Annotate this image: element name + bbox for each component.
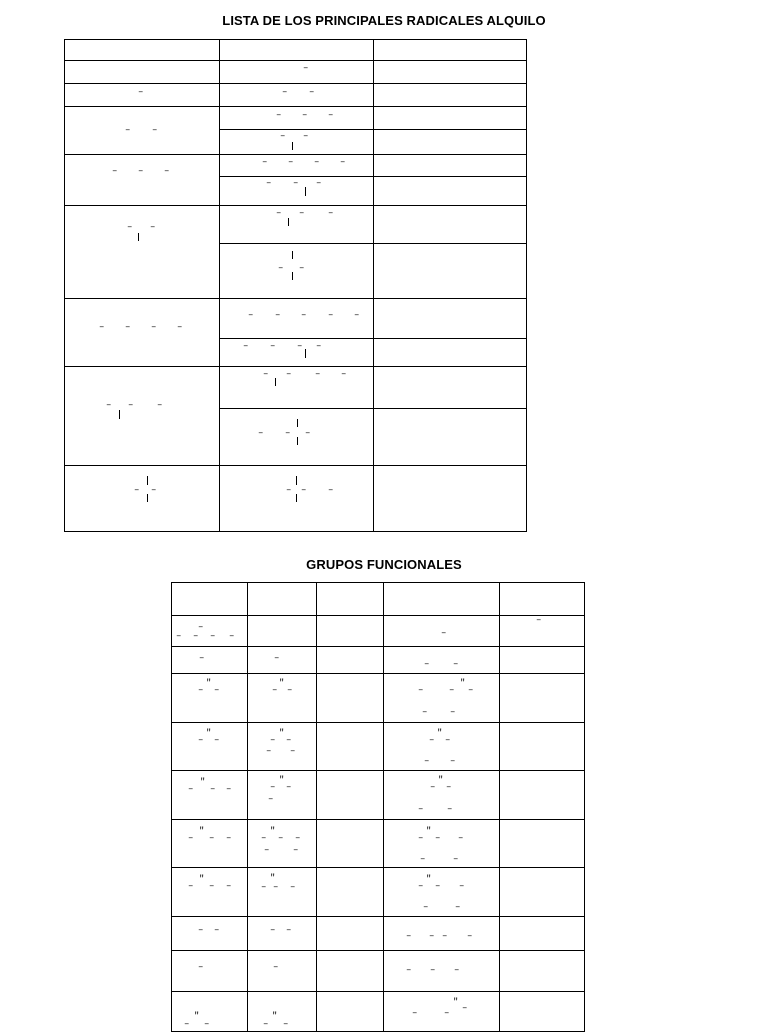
table-cell [65, 40, 220, 61]
bond-dash: – [226, 784, 232, 794]
bond-dash: – [328, 110, 334, 120]
bond-dash: – [286, 735, 292, 745]
table-cell [374, 206, 527, 244]
table-cell [317, 583, 384, 616]
table-cell [374, 61, 527, 84]
double-bond-mark: " [460, 678, 466, 688]
bond-dash: – [286, 925, 292, 935]
bond-dash: – [198, 925, 204, 935]
table-cell [65, 84, 220, 107]
bond-dash: – [430, 965, 436, 975]
table-cell [248, 771, 317, 820]
bond-dash: – [204, 1019, 210, 1029]
table-row [65, 466, 527, 532]
table-cell [172, 723, 248, 771]
bond-dash: – [303, 63, 309, 73]
bond-dash: – [422, 707, 428, 717]
table-cell [248, 868, 317, 917]
bond-dash: – [316, 341, 322, 351]
bond-dash: – [270, 735, 276, 745]
vertical-bond [138, 233, 139, 241]
double-bond-mark: " [206, 678, 212, 688]
table-row [172, 674, 585, 723]
table-cell [220, 339, 374, 367]
bond-dash: – [450, 756, 456, 766]
table-cell [248, 583, 317, 616]
table-cell [220, 40, 374, 61]
table-cell [248, 616, 317, 647]
table-cell [317, 647, 384, 674]
bond-dash: – [340, 157, 346, 167]
table-cell [220, 299, 374, 339]
table-cell [248, 723, 317, 771]
double-bond-mark: " [279, 728, 285, 738]
table-row [172, 616, 585, 647]
bond-dash: – [435, 833, 441, 843]
bond-dash: – [209, 881, 215, 891]
vertical-bond [119, 410, 120, 419]
table-cell [384, 992, 500, 1032]
table-row [172, 771, 585, 820]
bond-dash: – [275, 310, 281, 320]
table-cell [172, 917, 248, 951]
bond-dash: – [455, 902, 461, 912]
table-cell [317, 917, 384, 951]
bond-dash: – [270, 782, 276, 792]
bond-dash: – [420, 854, 426, 864]
bond-dash: – [138, 166, 144, 176]
bond-dash: – [301, 485, 307, 495]
table-cell [374, 155, 527, 177]
table-cell [220, 206, 374, 244]
bond-dash: – [429, 931, 435, 941]
table-cell [172, 647, 248, 674]
table-cell [65, 155, 220, 206]
bond-dash: – [450, 707, 456, 717]
vertical-bond [296, 476, 297, 485]
bond-dash: – [418, 881, 424, 891]
vertical-bond [147, 494, 148, 502]
table-cell [317, 992, 384, 1032]
table-cell [248, 992, 317, 1032]
double-bond-mark: " [206, 728, 212, 738]
double-bond-mark: " [199, 826, 205, 836]
table-cell [172, 992, 248, 1032]
bond-dash: – [328, 485, 334, 495]
bond-dash: – [151, 322, 157, 332]
table-cell [384, 647, 500, 674]
bond-dash: – [226, 833, 232, 843]
table-row [65, 299, 527, 339]
table-cell [374, 177, 527, 206]
bond-dash: – [314, 157, 320, 167]
bond-dash: – [328, 310, 334, 320]
table-cell [374, 107, 527, 130]
bond-dash: – [125, 125, 131, 135]
table-cell [172, 583, 248, 616]
bond-dash: – [99, 322, 105, 332]
vertical-bond [292, 272, 293, 280]
double-bond-mark: " [270, 873, 276, 883]
bond-dash: – [285, 428, 291, 438]
table-row [65, 61, 527, 84]
bond-dash: – [287, 685, 293, 695]
table-row [65, 155, 527, 177]
bond-dash: – [462, 1003, 468, 1013]
bond-dash: – [354, 310, 360, 320]
double-bond-mark: " [272, 1011, 278, 1021]
bond-dash: – [303, 131, 309, 141]
table-cell [500, 868, 585, 917]
bond-dash: – [164, 166, 170, 176]
table-cell [248, 917, 317, 951]
bond-dash: – [442, 931, 448, 941]
table-cell [384, 820, 500, 868]
table-cell [220, 107, 374, 130]
bond-dash: – [134, 485, 140, 495]
bond-dash: – [283, 1019, 289, 1029]
bond-dash: – [429, 735, 435, 745]
bond-dash: – [229, 631, 235, 641]
table-cell [500, 647, 585, 674]
table-cell [220, 367, 374, 409]
grupos-table [171, 582, 585, 1032]
bond-dash: – [453, 659, 459, 669]
bond-dash: – [278, 833, 284, 843]
bond-dash: – [280, 131, 286, 141]
bond-dash: – [127, 222, 133, 232]
bond-dash: – [412, 1008, 418, 1018]
table-cell [374, 367, 527, 409]
table-row [172, 647, 585, 674]
table-cell [172, 868, 248, 917]
bond-dash: – [125, 322, 131, 332]
bond-dash: – [458, 833, 464, 843]
table-cell [220, 466, 374, 532]
bond-dash: – [276, 110, 282, 120]
table-cell [220, 155, 374, 177]
table-cell [317, 771, 384, 820]
bond-dash: – [261, 882, 267, 892]
bond-dash: – [193, 631, 199, 641]
table-cell [65, 107, 220, 155]
table-cell [384, 951, 500, 992]
radicales-title: LISTA DE LOS PRINCIPALES RADICALES ALQUILO [222, 13, 546, 28]
bond-dash: – [424, 756, 430, 766]
bond-dash: – [261, 833, 267, 843]
table-cell [374, 466, 527, 532]
table-row [172, 951, 585, 992]
bond-dash: – [210, 631, 216, 641]
table-cell [172, 771, 248, 820]
bond-dash: – [138, 87, 144, 97]
bond-dash: – [274, 653, 280, 663]
bond-dash: – [243, 341, 249, 351]
bond-dash: – [273, 882, 279, 892]
table-cell [374, 339, 527, 367]
bond-dash: – [305, 428, 311, 438]
bond-dash: – [406, 965, 412, 975]
table-cell [374, 40, 527, 61]
table-cell [317, 616, 384, 647]
bond-dash: – [446, 782, 452, 792]
vertical-bond [275, 378, 276, 386]
double-bond-mark: " [279, 678, 285, 688]
table-cell [384, 583, 500, 616]
bond-dash: – [290, 882, 296, 892]
bond-dash: – [262, 157, 268, 167]
double-bond-mark: " [199, 874, 205, 884]
bond-dash: – [295, 833, 301, 843]
table-cell [220, 177, 374, 206]
bond-dash: – [468, 685, 474, 695]
table-cell [65, 466, 220, 532]
bond-dash: – [188, 784, 194, 794]
table-cell [374, 130, 527, 155]
bond-dash: – [177, 322, 183, 332]
bond-dash: – [418, 833, 424, 843]
bond-dash: – [152, 125, 158, 135]
table-cell [374, 409, 527, 466]
table-cell [384, 674, 500, 723]
bond-dash: – [199, 653, 205, 663]
bond-dash: – [286, 782, 292, 792]
table-cell [248, 647, 317, 674]
bond-dash: – [418, 804, 424, 814]
table-cell [220, 244, 374, 299]
bond-dash: – [453, 854, 459, 864]
bond-dash: – [341, 369, 347, 379]
bond-dash: – [198, 685, 204, 695]
bond-dash: – [268, 794, 274, 804]
table-row [65, 107, 527, 130]
table-cell [65, 299, 220, 367]
bond-dash: – [198, 962, 204, 972]
bond-dash: – [214, 685, 220, 695]
bond-dash: – [273, 962, 279, 972]
bond-dash: – [423, 902, 429, 912]
table-cell [500, 616, 585, 647]
bond-dash: – [248, 310, 254, 320]
double-bond-mark: " [437, 728, 443, 738]
bond-dash: – [299, 263, 305, 273]
table-cell [220, 409, 374, 466]
double-bond-mark: " [426, 874, 432, 884]
vertical-bond [292, 142, 293, 150]
table-cell [384, 917, 500, 951]
vertical-bond [288, 218, 289, 226]
table-cell [317, 868, 384, 917]
bond-dash: – [441, 628, 447, 638]
bond-dash: – [288, 157, 294, 167]
table-row [65, 206, 527, 244]
bond-dash: – [263, 1019, 269, 1029]
table-row [172, 917, 585, 951]
bond-dash: – [435, 881, 441, 891]
bond-dash: – [272, 685, 278, 695]
bond-dash: – [210, 784, 216, 794]
table-row [172, 820, 585, 868]
bond-dash: – [270, 925, 276, 935]
double-bond-mark: " [438, 775, 444, 785]
bond-dash: – [188, 833, 194, 843]
table-cell [500, 820, 585, 868]
table-row [65, 84, 527, 107]
double-bond-mark: " [270, 826, 276, 836]
bond-dash: – [106, 400, 112, 410]
bond-dash: – [297, 341, 303, 351]
table-cell [500, 723, 585, 771]
bond-dash: – [293, 178, 299, 188]
vertical-bond [296, 494, 297, 502]
bond-dash: – [258, 428, 264, 438]
double-bond-mark: " [200, 777, 206, 787]
double-bond-mark: " [453, 997, 459, 1007]
bond-dash: – [214, 735, 220, 745]
table-cell [248, 820, 317, 868]
bond-dash: – [226, 881, 232, 891]
bond-dash: – [276, 208, 282, 218]
bond-dash: – [209, 833, 215, 843]
bond-dash: – [447, 804, 453, 814]
bond-dash: – [315, 369, 321, 379]
grupos-title: GRUPOS FUNCIONALES [306, 557, 462, 572]
table-cell [374, 244, 527, 299]
bond-dash: – [406, 931, 412, 941]
table-cell [374, 299, 527, 339]
bond-dash: – [301, 310, 307, 320]
table-cell [317, 674, 384, 723]
bond-dash: – [157, 400, 163, 410]
bond-dash: – [184, 1019, 190, 1029]
table-cell [500, 674, 585, 723]
bond-dash: – [151, 485, 157, 495]
table-cell [172, 616, 248, 647]
double-bond-mark: " [426, 826, 432, 836]
table-cell [65, 367, 220, 466]
vertical-bond [147, 476, 148, 485]
bond-dash: – [278, 263, 284, 273]
bond-dash: – [454, 965, 460, 975]
table-cell [317, 723, 384, 771]
vertical-bond [297, 419, 298, 427]
bond-dash: – [286, 369, 292, 379]
bond-dash: – [459, 881, 465, 891]
vertical-bond [305, 349, 306, 358]
bond-dash: – [536, 615, 542, 625]
table-cell [384, 868, 500, 917]
table-cell [248, 674, 317, 723]
table-row [172, 992, 585, 1032]
bond-dash: – [290, 746, 296, 756]
bond-dash: – [214, 925, 220, 935]
bond-dash: – [263, 369, 269, 379]
table-cell [172, 951, 248, 992]
double-bond-mark: " [279, 775, 285, 785]
bond-dash: – [293, 845, 299, 855]
bond-dash: – [188, 881, 194, 891]
bond-dash: – [266, 178, 272, 188]
table-cell [248, 951, 317, 992]
bond-dash: – [286, 485, 292, 495]
table-row [65, 40, 527, 61]
bond-dash: – [128, 400, 134, 410]
bond-dash: – [299, 208, 305, 218]
bond-dash: – [264, 845, 270, 855]
table-cell [220, 130, 374, 155]
table-cell [317, 951, 384, 992]
bond-dash: – [444, 1008, 450, 1018]
table-cell [500, 771, 585, 820]
bond-dash: – [198, 735, 204, 745]
bond-dash: – [309, 87, 315, 97]
bond-dash: – [266, 746, 272, 756]
table-cell [65, 206, 220, 299]
table-cell [172, 674, 248, 723]
table-row [65, 367, 527, 409]
table-cell [384, 723, 500, 771]
bond-dash: – [176, 631, 182, 641]
table-row [172, 868, 585, 917]
bond-dash: – [418, 685, 424, 695]
bond-dash: – [282, 87, 288, 97]
bond-dash: – [270, 341, 276, 351]
radicales-table [64, 39, 527, 532]
table-cell [500, 917, 585, 951]
table-row [172, 723, 585, 771]
bond-dash: – [112, 166, 118, 176]
table-cell [500, 951, 585, 992]
bond-dash: – [198, 622, 204, 632]
table-cell [220, 61, 374, 84]
bond-dash: – [150, 222, 156, 232]
table-cell [374, 84, 527, 107]
bond-dash: – [467, 931, 473, 941]
table-row [172, 583, 585, 616]
table-cell [220, 84, 374, 107]
vertical-bond [305, 187, 306, 196]
table-cell [500, 992, 585, 1032]
table-cell [172, 820, 248, 868]
table-cell [384, 616, 500, 647]
bond-dash: – [302, 110, 308, 120]
double-bond-mark: " [194, 1011, 200, 1021]
bond-dash: – [445, 735, 451, 745]
table-cell [65, 61, 220, 84]
vertical-bond [292, 251, 293, 259]
bond-dash: – [449, 685, 455, 695]
table-cell [384, 771, 500, 820]
bond-dash: – [430, 782, 436, 792]
bond-dash: – [316, 178, 322, 188]
bond-dash: – [424, 659, 430, 669]
table-cell [500, 583, 585, 616]
vertical-bond [297, 437, 298, 445]
table-cell [317, 820, 384, 868]
bond-dash: – [328, 208, 334, 218]
